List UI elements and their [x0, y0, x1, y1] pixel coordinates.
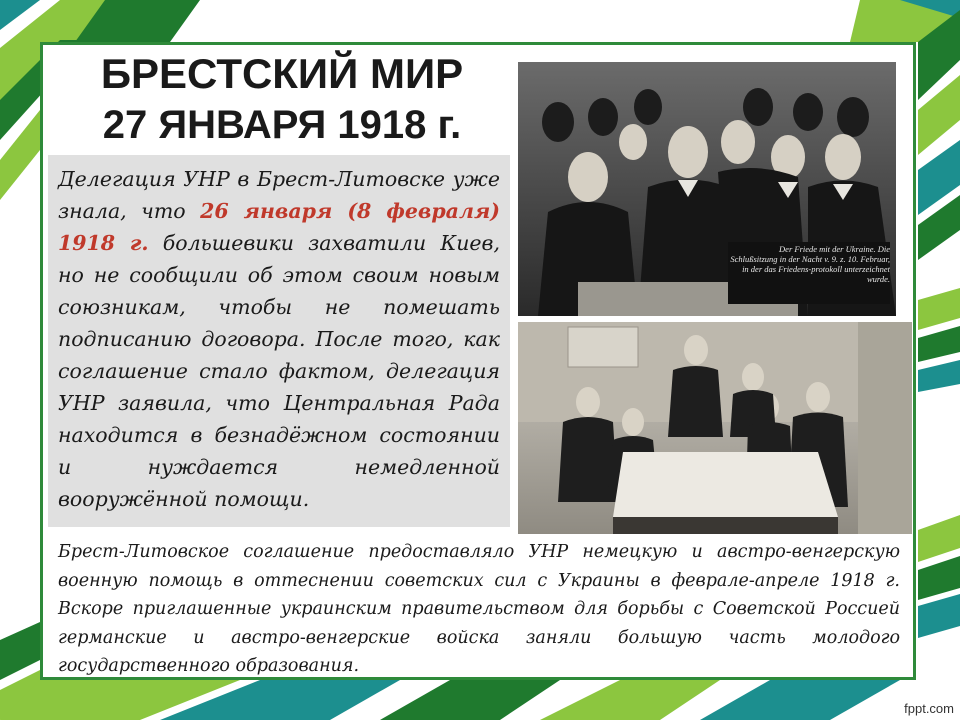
- stripe: [0, 622, 40, 680]
- stripe: [380, 680, 560, 720]
- photo-signing-ceremony: [518, 62, 896, 316]
- main-paragraph: [58, 163, 500, 515]
- title-line1: БРЕСТСКИЙ МИР: [100, 50, 464, 97]
- stripe: [918, 515, 960, 562]
- bottom-paragraph: Брест-Литовское соглашение предоставляло УНР немецкую и австро-венгерскую военную помощь в оттеснении советских сил с Украины в феврале-апреле 1918 г. Вскоре приглашенные украинским правительством для борьбы с Советской Россией германские и австро-венгерские войска заняли большую часть молодого государственного образования.: [58, 542, 900, 676]
- fppt-brand-label[interactable]: fppt.com: [904, 701, 954, 716]
- title-line2: 27 ЯНВАРЯ 1918 г.: [102, 103, 462, 147]
- stripe: [540, 680, 720, 720]
- main-text-part1: Делегация УНР в Брест-Литовске уже знала, что: [58, 167, 500, 223]
- photo-caption: Der Friede mit der Ukraine. Die Schlußsitzung in der Nacht v. 9. z. 10. Februar, in der das Friedens-protokoll unterzeichnet wurde.: [730, 244, 890, 284]
- date-highlight: 26 января (8 февраля) 1918 г.: [58, 199, 500, 255]
- slide-title: [62, 48, 502, 150]
- stripe: [700, 680, 900, 720]
- stripe: [918, 288, 960, 330]
- stripe: [918, 326, 960, 362]
- stripe: [918, 556, 960, 600]
- stripe: [918, 594, 960, 638]
- photo-signing-image: [518, 62, 896, 316]
- photo-ukrainian-delegation: [518, 322, 912, 534]
- stripe: [918, 360, 960, 392]
- main-text-part2: большевики захватили Киев, но не сообщили об этом своим новым союзникам, чтобы не помешать подписанию договора. После того, как соглашение стало фактом, делегация УНР заявила, что Центральная Рада находится в безнадёжном состоянии и нуждается немедленной вооружённой помощи.: [58, 231, 500, 511]
- photo-delegation-image: [518, 322, 912, 534]
